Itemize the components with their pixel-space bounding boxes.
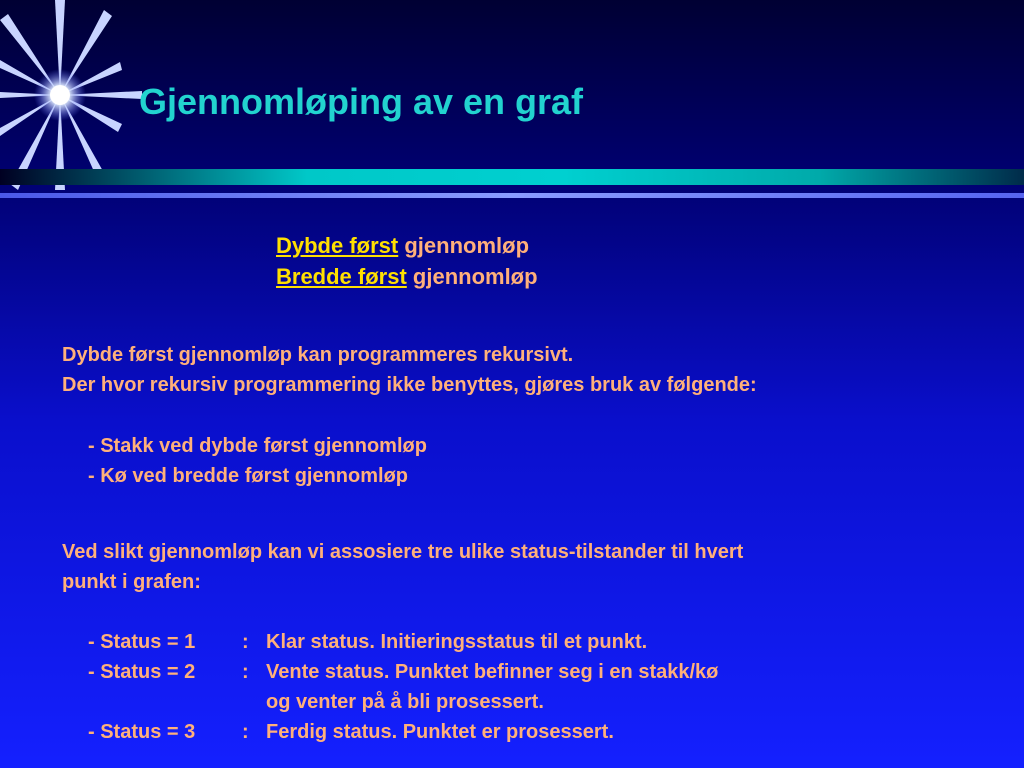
paragraph-line: Dybde først gjennomløp kan programmeres rekursivt. [62,344,574,366]
status-row-continuation [88,687,718,717]
bullet-item: - Stakk ved dybde først gjennomløp [88,435,427,457]
traversal-menu [276,230,538,292]
breadth-first-link[interactable]: Bredde først [276,264,407,289]
header-divider [0,193,1024,198]
intro-paragraph [62,340,757,400]
status-label: - Status = 3 [88,721,196,743]
menu-item-breadth-first [276,261,538,292]
status-label: - Status = 1 [88,631,196,653]
status-description: og venter på å bli prosessert. [266,691,544,713]
status-paragraph [62,537,743,597]
bullet-item: - Kø ved bredde først gjennomløp [88,465,409,487]
status-colon: : [242,721,249,743]
depth-first-link[interactable]: Dybde først [276,233,399,258]
paragraph-line: Der hvor rekursiv programmering ikke benyttes, gjøres bruk av følgende: [62,374,757,396]
menu-item-depth-first [276,230,538,261]
status-list [88,627,718,747]
paragraph-line: punkt i grafen: [62,571,201,593]
status-description: Klar status. Initieringsstatus til et punkt. [266,631,648,653]
paragraph-line: Ved slikt gjennomløp kan vi assosiere tre ulike status-tilstander til hvert [62,541,744,563]
status-label [88,687,242,717]
page-title: Gjennomløping av en graf [139,81,584,122]
menu-item-suffix: gjennomløp [406,264,538,289]
status-description: Ferdig status. Punktet er prosessert. [266,721,614,743]
star-burst-icon [0,0,150,190]
status-row [88,627,718,657]
status-colon: : [242,661,249,683]
status-description: Vente status. Punktet befinner seg i en stakk/kø [266,661,719,683]
bullet-list [88,431,427,491]
status-colon: : [242,631,249,653]
header-band [0,169,1024,185]
menu-item-suffix: gjennomløp [398,233,530,258]
status-colon [242,687,266,717]
status-row [88,657,718,687]
status-row [88,717,718,747]
status-label: - Status = 2 [88,661,196,683]
